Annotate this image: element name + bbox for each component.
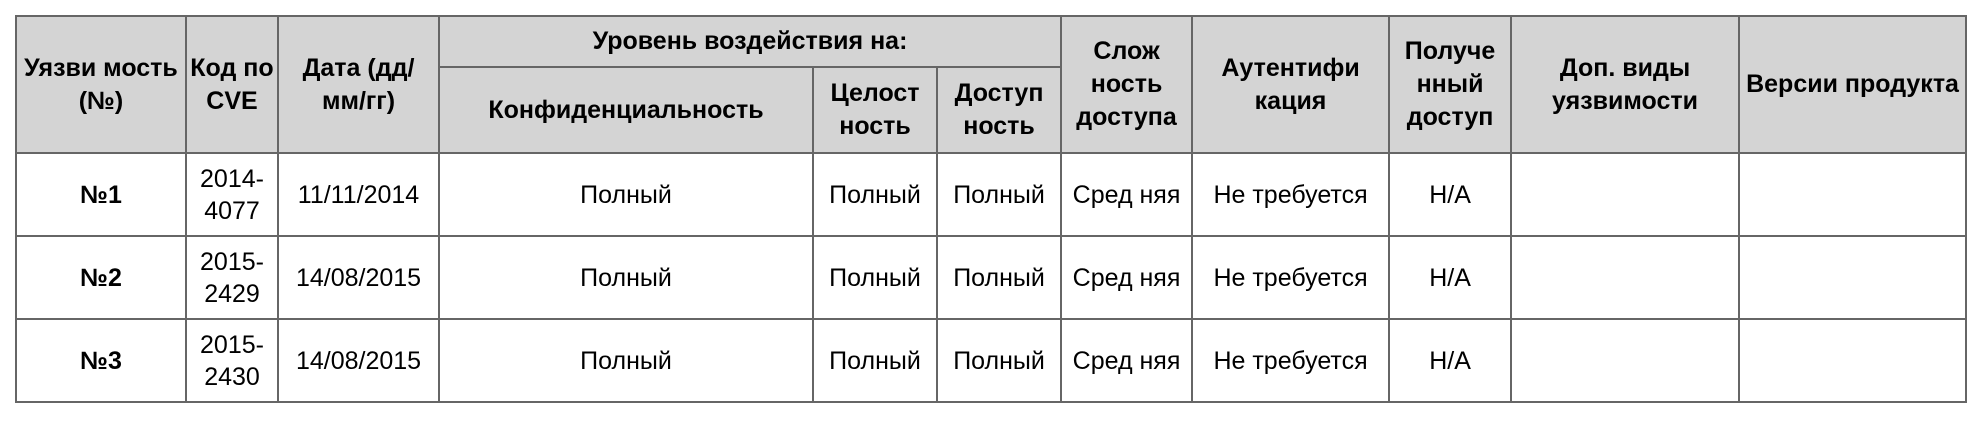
header-impact-group: Уровень воздействия на: — [439, 16, 1061, 67]
cell-vuln-no: №3 — [16, 319, 186, 402]
header-vuln-no: Уязви мость (№) — [16, 16, 186, 153]
table-body — [16, 153, 1966, 402]
table-header — [16, 16, 1966, 153]
cell-extra-types — [1511, 153, 1739, 236]
cell-integrity: Полный — [813, 319, 937, 402]
cell-versions — [1739, 153, 1966, 236]
header-authentication: Аутентифи кация — [1192, 16, 1389, 153]
cell-vuln-no: №2 — [16, 236, 186, 319]
cell-versions — [1739, 236, 1966, 319]
cell-extra-types — [1511, 236, 1739, 319]
header-availability: Доступ ность — [937, 67, 1061, 153]
cell-confidentiality: Полный — [439, 319, 813, 402]
header-complexity: Слож ность доступа — [1061, 16, 1192, 153]
cell-complexity: Сред няя — [1061, 319, 1192, 402]
cell-date: 14/08/2015 — [278, 236, 439, 319]
cell-integrity: Полный — [813, 153, 937, 236]
cell-integrity: Полный — [813, 236, 937, 319]
cell-complexity: Сред няя — [1061, 153, 1192, 236]
cell-cve: 2015-2430 — [186, 319, 278, 402]
table-row — [16, 153, 1966, 236]
cell-cve: 2014-4077 — [186, 153, 278, 236]
header-access-gained: Получе нный доступ — [1389, 16, 1511, 153]
table-container — [15, 15, 1967, 403]
cell-confidentiality: Полный — [439, 236, 813, 319]
header-date: Дата (дд/ мм/гг) — [278, 16, 439, 153]
header-cve: Код по CVE — [186, 16, 278, 153]
cell-confidentiality: Полный — [439, 153, 813, 236]
cell-cve: 2015-2429 — [186, 236, 278, 319]
cell-availability: Полный — [937, 319, 1061, 402]
vulnerability-table — [15, 15, 1967, 403]
cell-access-gained: Н/А — [1389, 236, 1511, 319]
table-row — [16, 319, 1966, 402]
table-row — [16, 236, 1966, 319]
header-confidentiality: Конфиденциальность — [439, 67, 813, 153]
cell-extra-types — [1511, 319, 1739, 402]
cell-authentication: Не требуется — [1192, 153, 1389, 236]
cell-complexity: Сред няя — [1061, 236, 1192, 319]
cell-versions — [1739, 319, 1966, 402]
cell-date: 11/11/2014 — [278, 153, 439, 236]
cell-availability: Полный — [937, 236, 1061, 319]
cell-vuln-no: №1 — [16, 153, 186, 236]
cell-date: 14/08/2015 — [278, 319, 439, 402]
header-integrity: Целост ность — [813, 67, 937, 153]
cell-availability: Полный — [937, 153, 1061, 236]
cell-authentication: Не требуется — [1192, 319, 1389, 402]
header-versions: Версии продукта — [1739, 16, 1966, 153]
header-extra-types: Доп. виды уязвимости — [1511, 16, 1739, 153]
cell-access-gained: Н/А — [1389, 319, 1511, 402]
cell-access-gained: Н/А — [1389, 153, 1511, 236]
cell-authentication: Не требуется — [1192, 236, 1389, 319]
